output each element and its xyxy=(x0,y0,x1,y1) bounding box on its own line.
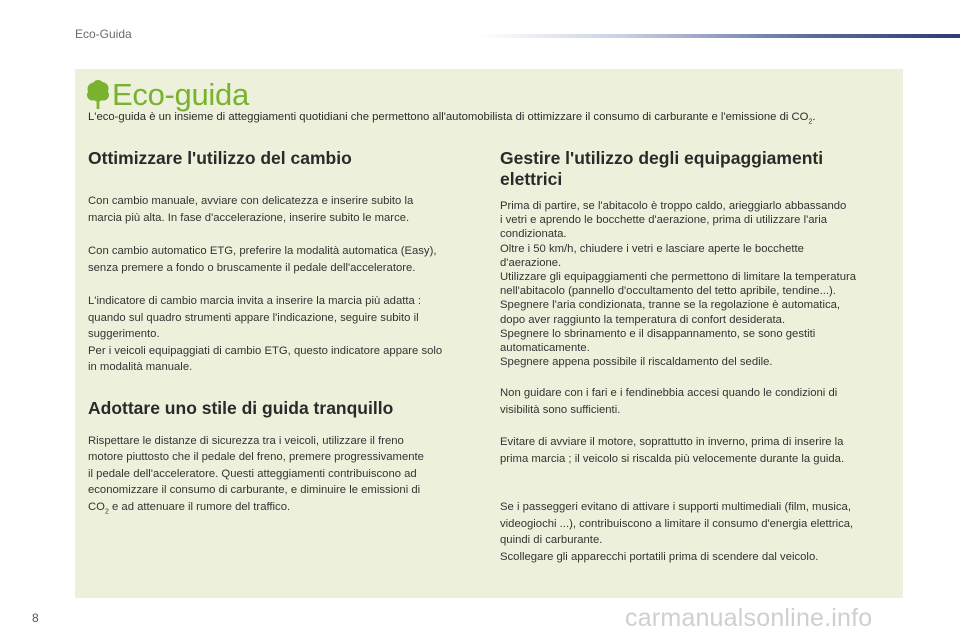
calm-driving-paragraph: Rispettare le distanze di sicurezza tra i veicoli, utilizzare il freno motore piuttosto che il pedale del freno, premere progressivamente il pedale dell'acceleratore. Questi atteggiamenti contribuiscono ad economizzare il consumo di carburante, e diminuire le emissioni di $CO_2$ e ad attenuare il rumore del traffico. xyxy=(88,434,424,515)
gear-heading: Ottimizzare l'utilizzo del cambio xyxy=(88,148,352,168)
gear-indicator-paragraph: L'indicatore di cambio marcia invita a inserire la marcia più adatta : quando sul quadro strumenti appare l'indicazione, seguire subito il suggerimento. Per i veicoli equipaggiati di cambio ETG, questo indicatore appare solo in modalità manuale. xyxy=(88,295,443,373)
intro-paragraph: L'eco-guida è un insieme di atteggiamenti quotidiani che permettono all'automobilista di ottimizzare il consumo di carburante e l'emissione di $CO_2$. xyxy=(88,111,816,126)
left-column xyxy=(88,148,478,520)
right-column xyxy=(500,148,895,565)
eco-title xyxy=(86,78,249,112)
eco-title-text: Eco-guida xyxy=(112,77,249,112)
watermark: carmanualsonline.info xyxy=(625,604,873,632)
page-number: 8 xyxy=(32,611,39,625)
multimedia-paragraph: Se i passeggeri evitano di attivare i supporti multimediali (film, musica, videogiochi ...), contribuiscono a limitare il consumo d'energia elettrica, quindi di carburante. Scollegare gli apparecchi portatili prima di scendere dal veicolo. xyxy=(500,501,854,563)
engine-start-paragraph: Evitare di avviare il motore, soprattutto in inverno, prima di inserire la prima marcia ; il veicolo si riscalda più velocemente durante la guida. xyxy=(500,436,845,465)
manual-gearbox-paragraph: Con cambio manuale, avviare con delicatezza e inserire subito la marcia più alta. In fase d'accelerazione, inserire subito le marce. xyxy=(88,195,414,224)
automatic-gearbox-paragraph: Con cambio automatico ETG, preferire la modalità automatica (Easy), senza premere a fondo o bruscamente il pedale dell'acceleratore. xyxy=(88,245,437,274)
climate-paragraph: Prima di partire, se l'abitacolo è troppo caldo, arieggiarlo abbassando i vetri e aprendo le bocchette d'aerazione, prima di utilizzare l'aria condizionata. Oltre i 50 km/h, chiudere i vetri e lasciare aperte le bocchette d'aerazione. Utilizzare gli equipaggiamenti che permettono di limitare la temperatura nell'abitacolo (pannello d'occultamento del tetto apribile, tendine...). Spegnere l'aria condizionata, tranne se la regolazione è automatica, dopo aver raggiunto la temperatura di confort desiderata. Spegnere lo sbrinamento e il disappannamento, se sono gestiti automaticamente. Spegnere appena possibile il riscaldamento del sedile. xyxy=(500,200,857,369)
equipment-heading: Gestire l'utilizzo degli equipaggiamenti elettrici xyxy=(500,148,824,189)
lights-paragraph: Non guidare con i fari e i fendinebbia accesi quando le condizioni di visibilità sono sufficienti. xyxy=(500,387,838,416)
tree-icon xyxy=(86,80,110,110)
drive-heading: Adottare uno stile di guida tranquillo xyxy=(88,397,394,418)
header-gradient-rule xyxy=(480,34,960,38)
running-title: Eco-Guida xyxy=(75,27,132,41)
